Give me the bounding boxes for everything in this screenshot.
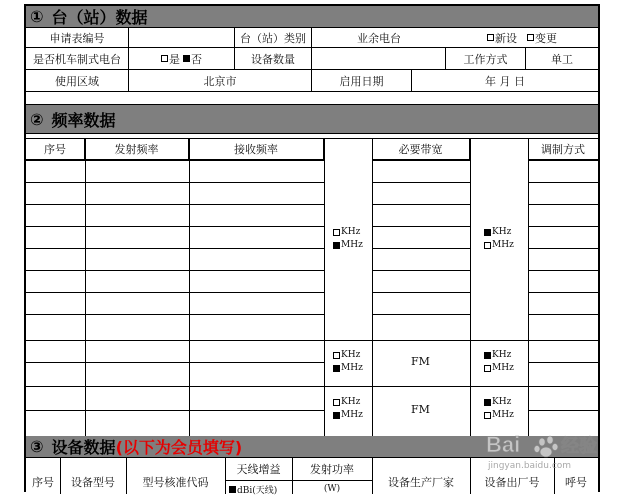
no-checkbox[interactable]: [183, 55, 190, 62]
section3-number: ③: [30, 437, 44, 456]
bandwidth-fm-2: FM: [411, 403, 430, 416]
no-label: 否: [191, 52, 202, 66]
khz-checkbox[interactable]: [484, 352, 491, 359]
mhz-checkbox[interactable]: [484, 242, 491, 249]
grid-line: [528, 340, 598, 341]
equip-header-approval: 型号核准代码: [142, 476, 209, 489]
grid-line: [528, 292, 598, 293]
grid-line: [26, 270, 324, 271]
section2-header: [26, 104, 598, 134]
freq-header-tx: 发射频率: [85, 138, 189, 160]
area-label: 使用区域: [26, 70, 129, 92]
grid-line: [528, 204, 598, 205]
mhz-checkbox[interactable]: [333, 412, 340, 419]
yes-checkbox[interactable]: [161, 55, 168, 62]
mhz-label: MHz: [341, 410, 363, 420]
khz-label: KHz: [341, 350, 361, 360]
grid-line: [372, 314, 470, 315]
khz-checkbox[interactable]: [333, 399, 340, 406]
khz-label: KHz: [492, 227, 512, 237]
grid-line: [26, 314, 324, 315]
application-form: [24, 4, 600, 496]
mhz-label: MHz: [341, 363, 363, 373]
grid-line: [528, 314, 598, 315]
tx-unit-selector-1: [333, 226, 363, 252]
grid-line: [372, 160, 470, 161]
grid-line: [528, 386, 598, 387]
gain-sub-label: dBi(天线): [237, 485, 278, 496]
section3-header: [26, 436, 598, 458]
equip-header-power: 发射功率: [310, 463, 354, 476]
grid-line: [528, 226, 598, 227]
mhz-checkbox[interactable]: [333, 242, 340, 249]
app-no-field[interactable]: [129, 28, 235, 48]
tx-unit-selector-3: [333, 396, 363, 422]
watermark-brand-suffix: 经验: [561, 436, 597, 457]
grid-line: [372, 248, 470, 249]
device-count-label: 设备数量: [235, 48, 312, 70]
khz-label: KHz: [341, 227, 361, 237]
grid-line: [225, 480, 372, 481]
new-checkbox[interactable]: [487, 34, 494, 41]
grid-line: [372, 226, 470, 227]
watermark-brand: Bai: [486, 432, 521, 457]
grid-line: [26, 410, 324, 411]
section1-number: ①: [30, 7, 44, 26]
new-label: 新设: [495, 31, 517, 45]
grid-line: [26, 182, 324, 183]
start-date-label: 启用日期: [312, 70, 412, 92]
mhz-checkbox[interactable]: [333, 365, 340, 372]
vehicle-station-options: [129, 48, 235, 70]
grid-line: [372, 182, 470, 183]
khz-checkbox[interactable]: [333, 352, 340, 359]
section1-title: 台（站）数据: [51, 8, 148, 27]
equip-header-callsign: 呼号: [565, 476, 587, 489]
station-type-label: 台（站）类别: [235, 28, 312, 48]
equip-header-model: 设备型号: [71, 476, 115, 489]
bw-unit-selector-3: [484, 396, 514, 422]
section3-member-note: (以下为会员填写): [115, 438, 243, 457]
grid-line: [528, 182, 598, 183]
khz-label: KHz: [492, 350, 512, 360]
equip-header-seq: 序号: [32, 476, 54, 489]
grid-line: [528, 248, 598, 249]
equip-gain-unit: [225, 482, 292, 496]
grid-line: [372, 292, 470, 293]
work-mode-value: 单工: [526, 48, 598, 70]
grid-line: [372, 270, 470, 271]
equip-header-factory-no: 设备出厂号: [484, 476, 540, 489]
area-value: 北京市: [129, 70, 312, 92]
freq-header-mod: 调制方式: [528, 138, 598, 160]
device-count-field[interactable]: [312, 48, 446, 70]
grid-line: [26, 362, 324, 363]
start-date-value[interactable]: 年 月 日: [412, 70, 598, 92]
grid-line: [528, 410, 598, 411]
mhz-label: MHz: [341, 240, 363, 250]
section3-title: 设备数据: [51, 438, 116, 457]
khz-label: KHz: [341, 397, 361, 407]
khz-checkbox[interactable]: [484, 229, 491, 236]
khz-label: KHz: [492, 397, 512, 407]
grid-line: [470, 138, 471, 436]
bandwidth-fm-1: FM: [411, 355, 430, 368]
section1-header: [26, 6, 598, 28]
vehicle-station-label: 是否机车制式电台: [26, 48, 129, 70]
bw-unit-selector-1: [484, 226, 514, 252]
equip-header-gain: 天线增益: [236, 463, 281, 476]
khz-checkbox[interactable]: [333, 229, 340, 236]
grid-line: [26, 292, 324, 293]
yes-label: 是: [169, 52, 180, 66]
grid-line: [528, 270, 598, 271]
work-mode-label: 工作方式: [446, 48, 526, 70]
watermark-url: jingyan.baidu.com: [488, 461, 572, 471]
mhz-label: MHz: [492, 410, 514, 420]
freq-header-bw: 必要带宽: [372, 138, 470, 160]
mhz-checkbox[interactable]: [484, 412, 491, 419]
section2-title: 频率数据: [51, 110, 116, 130]
grid-line: [26, 204, 324, 205]
grid-line: [26, 160, 324, 161]
mhz-label: MHz: [492, 240, 514, 250]
grid-line: [26, 138, 598, 139]
grid-line: [26, 248, 324, 249]
grid-line: [372, 204, 470, 205]
change-checkbox[interactable]: [527, 34, 534, 41]
grid-line: [528, 160, 598, 161]
station-type-value: 业余电台: [312, 28, 446, 48]
mhz-label: MHz: [492, 363, 514, 373]
dbi-checkbox[interactable]: [229, 486, 236, 493]
grid-line: [324, 340, 528, 341]
khz-checkbox[interactable]: [484, 399, 491, 406]
freq-header-rx: 接收频率: [189, 138, 324, 160]
grid-line: [26, 386, 324, 387]
mhz-checkbox[interactable]: [484, 365, 491, 372]
equip-header-maker: 设备生产厂家: [388, 476, 454, 489]
grid-line: [26, 226, 324, 227]
freq-header-seq: 序号: [26, 138, 85, 160]
new-or-change-options: [446, 28, 598, 48]
grid-line: [324, 138, 325, 436]
change-label: 变更: [535, 31, 557, 45]
equip-power-unit: (W): [323, 484, 341, 494]
grid-line: [26, 340, 324, 341]
grid-line: [528, 362, 598, 363]
bw-unit-selector-2: [484, 349, 514, 375]
app-no-label: 申请表编号: [26, 28, 129, 48]
grid-line: [324, 386, 528, 387]
tx-unit-selector-2: [333, 349, 363, 375]
section2-number: ②: [30, 109, 44, 129]
